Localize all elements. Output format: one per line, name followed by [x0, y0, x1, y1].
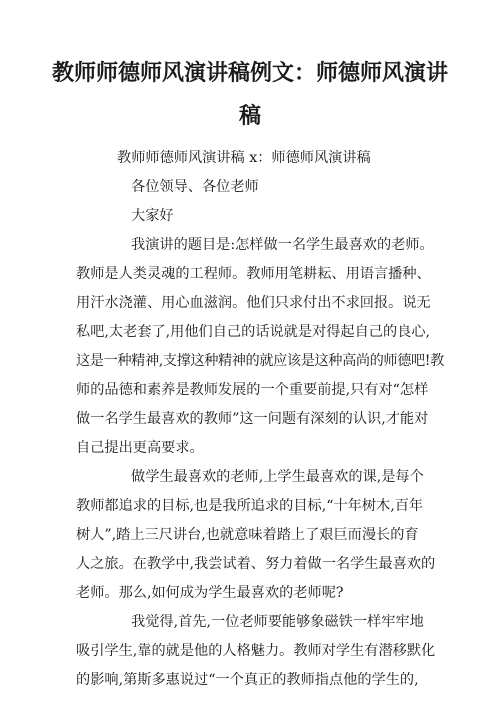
- body-line: 做学生最喜欢的老师,上学生最喜欢的课,是每个: [131, 469, 424, 485]
- body-line: 我演讲的题目是:怎样做一名学生最喜欢的老师。: [131, 237, 434, 253]
- body-line: 的影响,第斯多惠说过“一个真正的教师指点他的学生的,: [76, 672, 419, 688]
- body-line: 老师。那么,如何成为学生最喜欢的老师呢?: [76, 585, 344, 601]
- body-line: 人之旅。在教学中,我尝试着、努力着做一名学生最喜欢的: [76, 556, 436, 572]
- body-line: 私吧,太老套了,用他们自己的话说就是对得起自己的良心,: [76, 324, 431, 340]
- greeting-line-1: 各位领导、各位老师: [131, 179, 259, 195]
- body-line: 这是一种精神,支撑这种精神的就应该是这种高尚的师德吧!教: [76, 353, 444, 369]
- body-line: 树人”,踏上三尺讲台,也就意味着踏上了艰巨而漫长的育: [76, 527, 419, 543]
- body-line: 师的品德和素养是教师发展的一个重要前提,只有对“怎样: [76, 382, 429, 398]
- body-line: 教师是人类灵魂的工程师。教师用笔耕耘、用语言播种、: [76, 266, 431, 282]
- document-title-line-2: 稿: [238, 103, 261, 129]
- body-line: 教师都追求的目标,也是我所追求的目标,“十年树木,百年: [76, 498, 424, 514]
- greeting-line-2: 大家好: [131, 208, 174, 224]
- body-line: 做一名学生最喜欢的教师”这一问题有深刻的认识,才能对: [76, 411, 429, 427]
- body-line: 用汗水浇灌、用心血滋润。他们只求付出不求回报。说无: [76, 295, 431, 311]
- body-line: 我觉得,首先,一位老师要能够象磁铁一样牢牢地: [131, 614, 424, 630]
- body-line: 自己提出更高要求。: [76, 440, 204, 456]
- document-title-line-1: 教师师德师风演讲稿例文：师德师风演讲: [51, 60, 448, 86]
- subtitle-line: 教师师德师风演讲稿 x：师德师风演讲稿: [117, 150, 371, 166]
- body-line: 吸引学生,靠的就是他的人格魅力。教师对学生有潜移默化: [76, 643, 436, 659]
